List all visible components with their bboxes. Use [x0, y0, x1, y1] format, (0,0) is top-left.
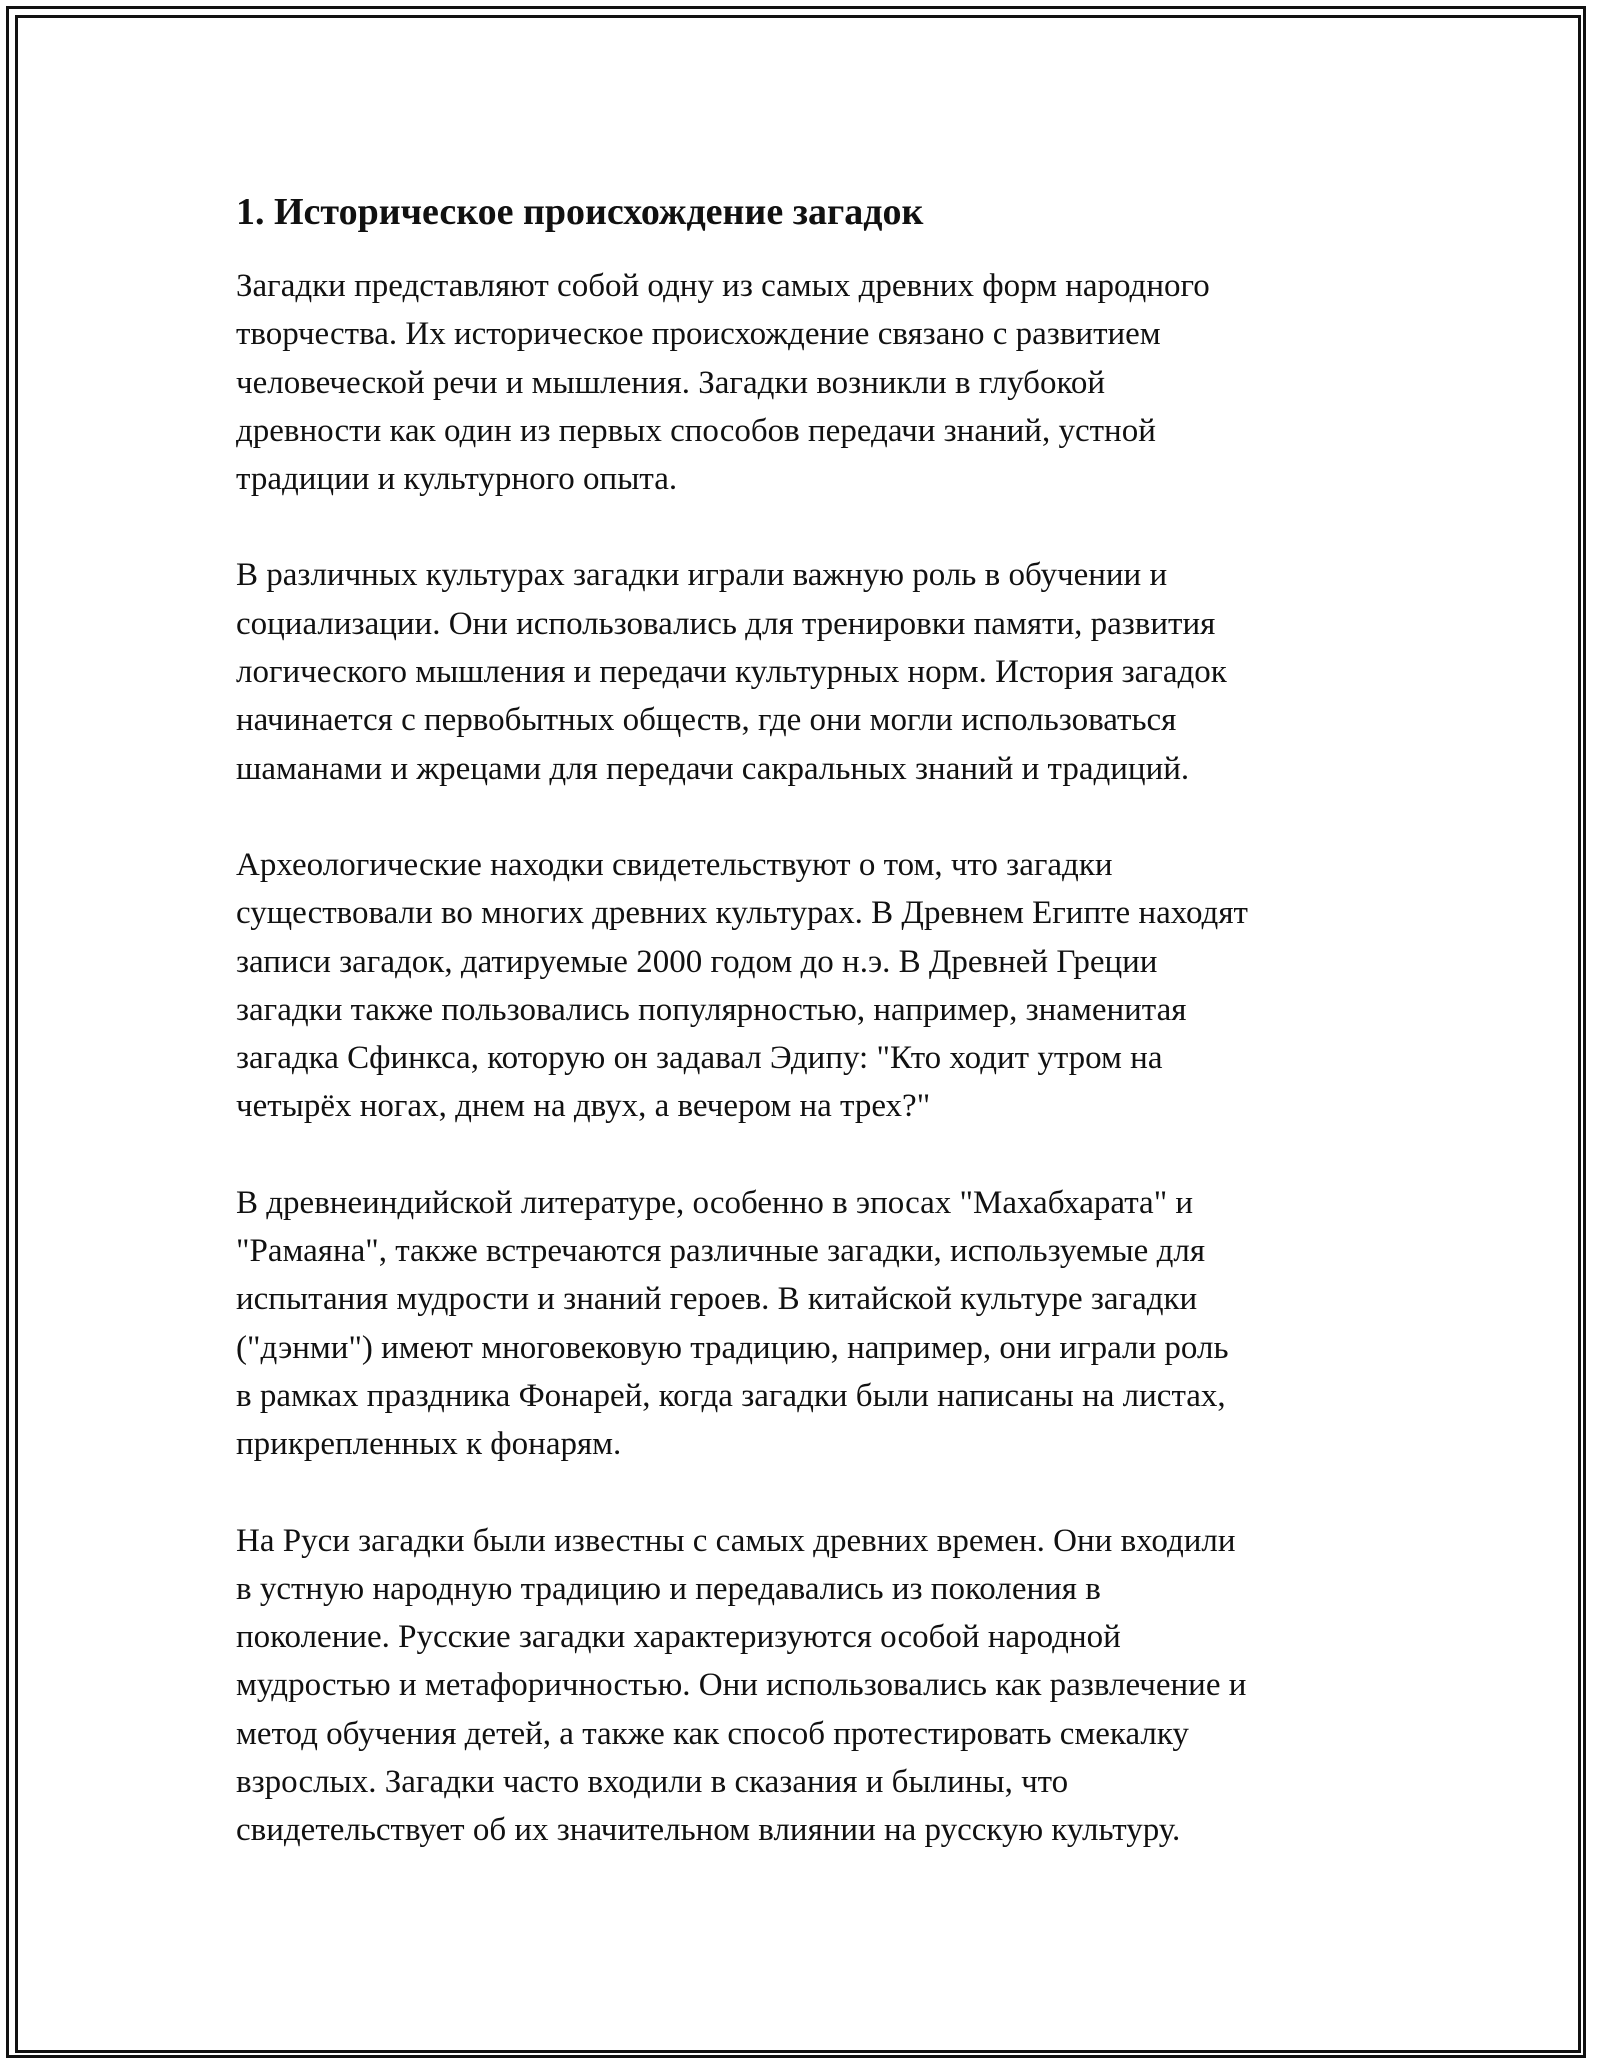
text-line: четырёх ногах, днем на двух, а вечером на трех?": [236, 1088, 931, 1125]
text-line: Археологические находки свидетельствуют о том, что загадки: [236, 846, 1113, 883]
text-line: загадка Сфинкса, которую он задавал Эдипу: "Кто ходит утром на: [236, 1040, 1163, 1077]
paragraph-india-china: [236, 1179, 1376, 1469]
paragraph-origins: [236, 262, 1376, 503]
text-line: логического мышления и передачи культурных норм. История загадок: [236, 654, 1227, 691]
text-line: человеческой речи и мышления. Загадки возникли в глубокой: [236, 364, 1105, 401]
text-line: загадки также пользовались популярностью, например, знаменитая: [236, 991, 1187, 1028]
section-heading: 1. Историческое происхождение загадок: [236, 191, 924, 233]
text-line: В древнеиндийской литературе, особенно в эпосах "Махабхарата" и: [236, 1184, 1194, 1221]
text-line: существовали во многих древних культурах. В Древнем Египте находят: [236, 895, 1248, 932]
text-line: мудростью и метафоричностью. Они использовались как развлечение и: [236, 1667, 1247, 1704]
text-line: традиции и культурного опыта.: [236, 461, 678, 498]
text-line: в устную народную традицию и передавались из поколения в: [236, 1570, 1101, 1607]
text-line: взрослых. Загадки часто входили в сказания и былины, что: [236, 1764, 1069, 1801]
text-line: ("дэнми") имеют многовековую традицию, например, они играли роль: [236, 1329, 1229, 1366]
document-body: [236, 188, 1376, 1903]
text-line: в рамках праздника Фонарей, когда загадки были написаны на листах,: [236, 1377, 1226, 1414]
text-line: записи загадок, датируемые 2000 годом до н.э. В Древней Греции: [236, 943, 1158, 980]
text-line: В различных культурах загадки играли важную роль в обучении и: [236, 557, 1168, 594]
text-line: Загадки представляют собой одну из самых древних форм народного: [236, 268, 1210, 304]
text-line: "Рамаяна", также встречаются различные загадки, используемые для: [236, 1233, 1206, 1270]
text-line: творчества. Их историческое происхождение связано с развитием: [236, 316, 1161, 353]
text-line: свидетельствует об их значительном влиянии на русскую культуру.: [236, 1812, 1181, 1849]
text-line: На Руси загадки были известны с самых древних времен. Они входили: [236, 1522, 1236, 1559]
text-line: начинается с первобытных обществ, где они могли использоваться: [236, 702, 1177, 739]
paragraph-cultures: [236, 551, 1376, 792]
text-line: социализации. Они использовались для тренировки памяти, развития: [236, 605, 1216, 642]
paragraph-rus: [236, 1517, 1376, 1855]
text-line: прикрепленных к фонарям.: [236, 1426, 622, 1463]
text-line: испытания мудрости и знаний героев. В китайской культуре загадки: [236, 1281, 1198, 1318]
paragraph-archaeology: [236, 841, 1376, 1131]
text-line: шаманами и жрецами для передачи сакральных знаний и традиций.: [236, 750, 1190, 787]
text-line: древности как один из первых способов передачи знаний, устной: [236, 412, 1156, 449]
text-line: поколение. Русские загадки характеризуются особой народной: [236, 1619, 1121, 1656]
text-line: метод обучения детей, а также как способ протестировать смекалку: [236, 1715, 1189, 1752]
